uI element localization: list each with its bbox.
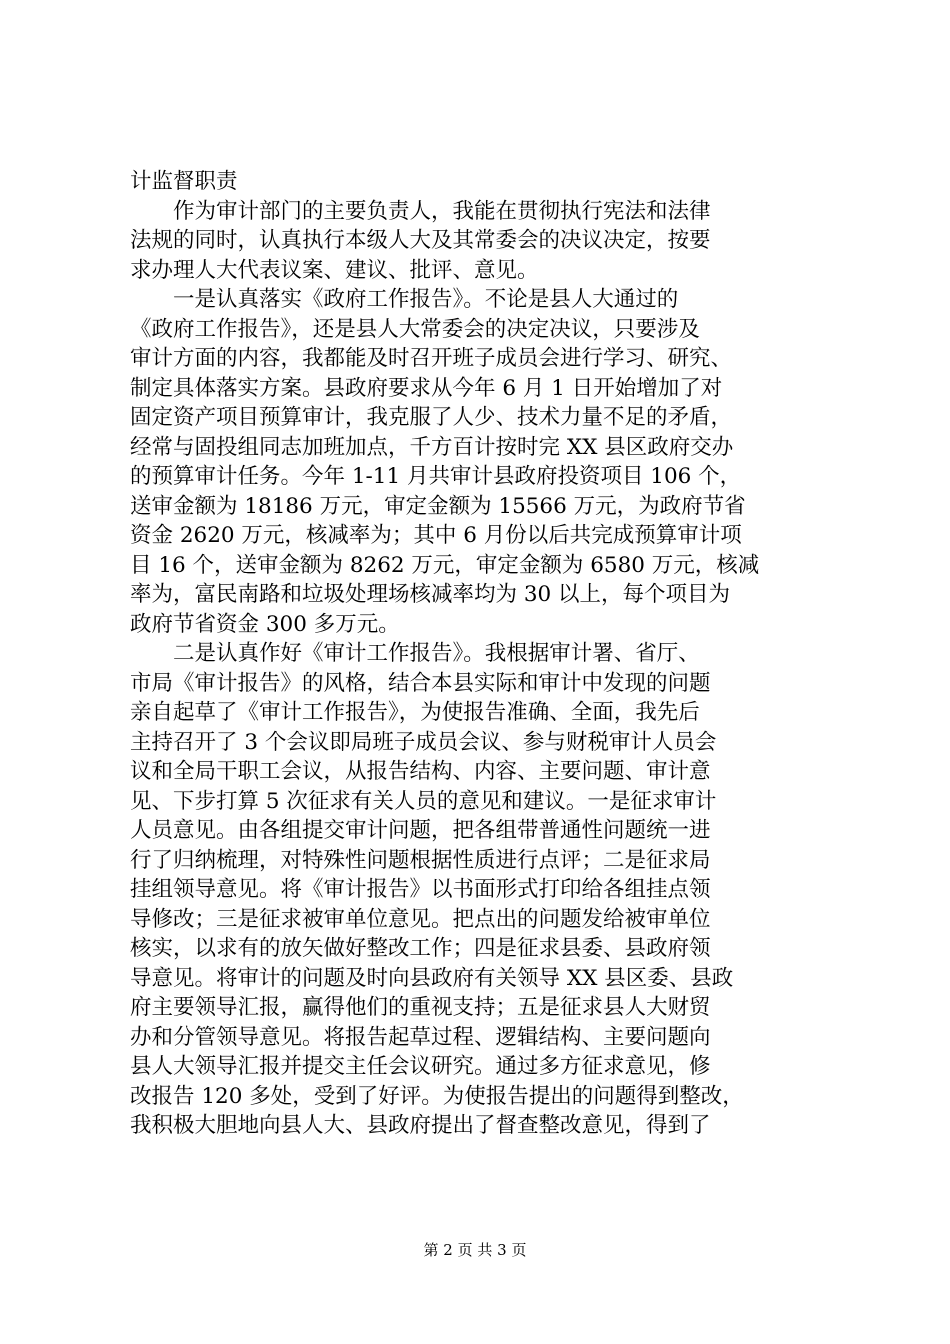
text-line: 一是认真落实《政府工作报告》。不论是县人大通过的 <box>130 287 679 312</box>
text-line: 法规的同时，认真执行本级人大及其常委会的决议决定，按要 <box>130 228 711 253</box>
text-line: 固定资产项目预算审计，我克服了人少、技术力量不足的矛盾， <box>130 405 733 430</box>
page-footer <box>0 1240 950 1260</box>
text-line: 求办理人大代表议案、建议、批评、意见。 <box>130 257 539 283</box>
text-line: 作为审计部门的主要负责人，我能在贯彻执行宪法和法律 <box>130 198 711 224</box>
text-line: 的预算审计任务。今年 1-11 月共审计县政府投资项目 106 个， <box>130 464 742 489</box>
text-line: 府主要领导汇报，赢得他们的重视支持；五是征求县人大财贸 <box>130 995 711 1020</box>
text-line: 行了归纳梳理，对特殊性问题根据性质进行点评；二是征求局 <box>130 847 711 873</box>
text-line: 计监督职责 <box>130 169 238 194</box>
text-line: 我积极大胆地向县人大、县政府提出了督查整改意见，得到了 <box>130 1113 711 1138</box>
text-line: 政府节省资金 300 多万元。 <box>130 611 400 637</box>
text-line: 审计方面的内容，我都能及时召开班子成员会进行学习、研究、 <box>130 346 733 371</box>
text-line: 市局《审计报告》的风格，结合本县实际和审计中发现的问题 <box>130 670 711 696</box>
text-line: 导修改；三是征求被审单位意见。把点出的问题发给被审单位 <box>130 906 711 932</box>
text-line: 送审金额为 18186 万元，审定金额为 15566 万元，为政府节省 <box>130 493 746 519</box>
text-line: 二是认真作好《审计工作报告》。我根据审计署、省厅、 <box>130 641 700 666</box>
text-line: 议和全局干职工会议，从报告结构、内容、主要问题、审计意 <box>130 759 711 784</box>
text-line: 率为，富民南路和垃圾处理场核减率均为 30 以上，每个项目为 <box>130 582 731 607</box>
text-line: 县人大领导汇报并提交主任会议研究。通过多方征求意见，修 <box>130 1054 711 1079</box>
text-line: 挂组领导意见。将《审计报告》以书面形式打印给各组挂点领 <box>130 877 711 902</box>
text-line: 导意见。将审计的问题及时向县政府有关领导 XX 县区委、县政 <box>130 965 734 991</box>
body-text <box>130 167 834 1141</box>
text-line: 制定具体落实方案。县政府要求从今年 6 月 1 日开始增加了对 <box>130 375 723 401</box>
text-line: 目 16 个，送审金额为 8262 万元，审定金额为 6580 万元，核减 <box>130 552 760 578</box>
text-line: 资金 2620 万元，核减率为；其中 6 月份以后共完成预算审计项 <box>130 523 742 548</box>
text-line: 见、下步打算 5 次征求有关人员的意见和建议。一是征求审计 <box>130 788 717 814</box>
text-line: 经常与固投组同志加班加点，千方百计按时完 XX 县区政府交办 <box>130 434 734 460</box>
page-number-label: 第 2 页 共 3 页 <box>423 1241 527 1259</box>
text-line: 亲自起草了《审计工作报告》，为使报告准确、全面，我先后 <box>130 700 700 725</box>
text-line: 主持召开了 3 个会议即局班子成员会议、参与财税审计人员会 <box>130 729 717 755</box>
text-line: 人员意见。由各组提交审计问题，把各组带普通性问题统一进 <box>130 818 711 843</box>
text-line: 核实，以求有的放矢做好整改工作；四是征求县委、县政府领 <box>130 936 711 961</box>
text-line: 改报告 120 多处，受到了好评。为使报告提出的问题得到整改， <box>130 1083 744 1109</box>
text-line: 《政府工作报告》，还是县人大常委会的决定决议，只要涉及 <box>130 316 700 342</box>
text-line: 办和分管领导意见。将报告起草过程、逻辑结构、主要问题向 <box>130 1024 711 1050</box>
